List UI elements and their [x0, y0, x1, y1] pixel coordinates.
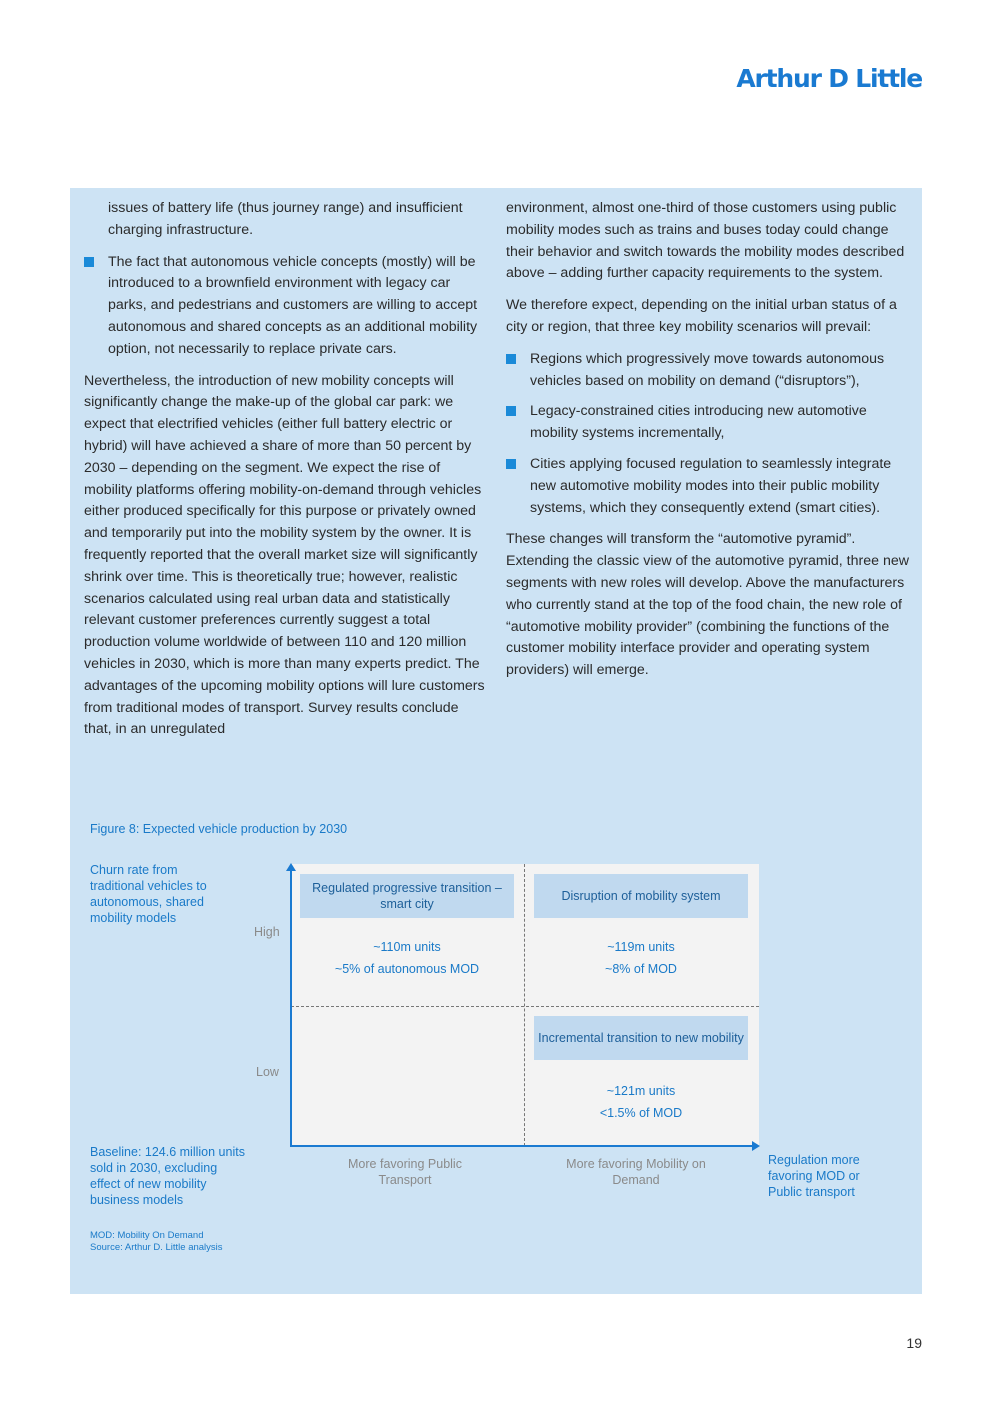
scenario-bullet-list	[506, 349, 910, 520]
left-text-column	[84, 198, 489, 751]
quadrant-units-smart-city: ~110m units	[373, 940, 441, 954]
x-axis-note: Regulation more favoring MOD or Public transport	[768, 1153, 860, 1199]
vertical-divider	[524, 864, 525, 1146]
bullet-text: Cities applying focused regulation to seamlessly integrate new automotive mobility modes into their public mobility systems, which they consequently extend (smart cities).	[530, 455, 892, 516]
list-item	[506, 349, 910, 393]
y-axis-note: Churn rate from traditional vehicles to autonomous, shared mobility models	[90, 863, 207, 925]
quadrant-label-smart-city: Regulated progressive transition – smart city	[300, 874, 514, 918]
x-axis-right-label: More favoring Mobility on Demand	[566, 1157, 706, 1187]
quadrant-share-disruption: ~8% of MOD	[605, 962, 677, 976]
body-paragraph: Nevertheless, the introduction of new mobility concepts will significantly change the make-up of the global car park: we expect that electrified vehicles (either full battery electric or hybrid) will have achieved a share of more than 50 percent by 2030 – depending on the segment. We expect the rise of mobility platforms offering mobility-on-demand through vehicles either produced specifically for this purpose or privately owned and temporarily put into the mobility system by the owner. It is frequently reported that the overall market size will significantly shrink over time. This is theoretically true; however, realistic scenarios calculated using real urban data and statistically relevant customer preferences currently suggest a total production volume worldwide of between 110 and 120 million vehicles in 2030, which is more than many experts predict. The advantages of the upcoming mobility options will lure customers from traditional modes of transport. Survey results conclude that, in an unregulated	[84, 372, 485, 738]
bullet-square-icon	[506, 354, 516, 364]
y-axis-low-label: Low	[256, 1065, 279, 1079]
x-axis-arrow-icon	[752, 1141, 760, 1151]
quadrant-label-incremental: Incremental transition to new mobility	[534, 1016, 748, 1060]
x-axis-left-label: More favoring Public Transport	[348, 1157, 462, 1187]
list-item	[506, 454, 910, 519]
quadrant-label-disruption: Disruption of mobility system	[534, 874, 748, 918]
bullet-text: Regions which progressively move towards autonomous vehicles based on mobility on demand (“disruptors”),	[530, 350, 885, 389]
y-axis-high-label: High	[254, 925, 280, 939]
body-paragraph: These changes will transform the “automotive pyramid”. Extending the classic view of the automotive pyramid, three new segments with new roles will develop. Above the manufacturers who currently stand at the top of the food chain, the new role of “automotive mobility provider” (combining the functions of the customer mobility interface provider and operating system providers) will emerge.	[506, 531, 909, 679]
footnote-mod: MOD: Mobility On Demand	[90, 1230, 204, 1241]
list-item	[84, 252, 489, 361]
bullet-text: Legacy-constrained cities introducing new automotive mobility systems incrementally,	[530, 403, 867, 442]
x-axis-line	[290, 1145, 753, 1147]
quadrant-share-smart-city: ~5% of autonomous MOD	[334, 962, 480, 976]
figure-title: Figure 8: Expected vehicle production by 2030	[90, 822, 348, 836]
bullet-square-icon	[506, 459, 516, 469]
arthur-d-little-logo: Arthur D Little	[736, 64, 922, 93]
quadrant-plot	[291, 864, 759, 1146]
body-paragraph: We therefore expect, depending on the initial urban status of a city or region, that three key mobility scenarios will prevail:	[506, 297, 897, 335]
list-item	[506, 401, 910, 445]
y-axis-arrow-icon	[286, 863, 296, 871]
baseline-note: Baseline: 124.6 million units sold in 2030, excluding effect of new mobility business models	[90, 1145, 245, 1207]
continued-bullet-text: issues of battery life (thus journey range) and insufficient charging infrastructure.	[108, 200, 463, 238]
y-axis-line	[290, 868, 292, 1146]
bullet-text: The fact that autonomous vehicle concepts (mostly) will be introduced to a brownfield environment with legacy car parks, and pedestrians and customers are willing to accept autonomous and shared concepts as an additional mobility option, not necessarily to replace private cars.	[108, 253, 478, 357]
left-bullet-list	[84, 252, 489, 361]
horizontal-divider	[291, 1006, 759, 1007]
body-paragraph: environment, almost one-third of those customers using public mobility modes such as trains and buses today could change their behavior and switch towards the mobility modes described above – adding further capacity requirements to the system.	[506, 200, 905, 282]
quadrant-units-incremental: ~121m units	[606, 1084, 676, 1098]
bullet-square-icon	[84, 257, 94, 267]
page-number: 19	[906, 1335, 922, 1351]
quadrant-share-incremental: <1.5% of MOD	[599, 1106, 683, 1120]
bullet-square-icon	[506, 406, 516, 416]
quadrant-units-disruption: ~119m units	[607, 940, 675, 954]
right-text-column	[506, 198, 910, 692]
content-panel	[70, 188, 922, 1294]
footnote-source: Source: Arthur D. Little analysis	[90, 1242, 223, 1253]
